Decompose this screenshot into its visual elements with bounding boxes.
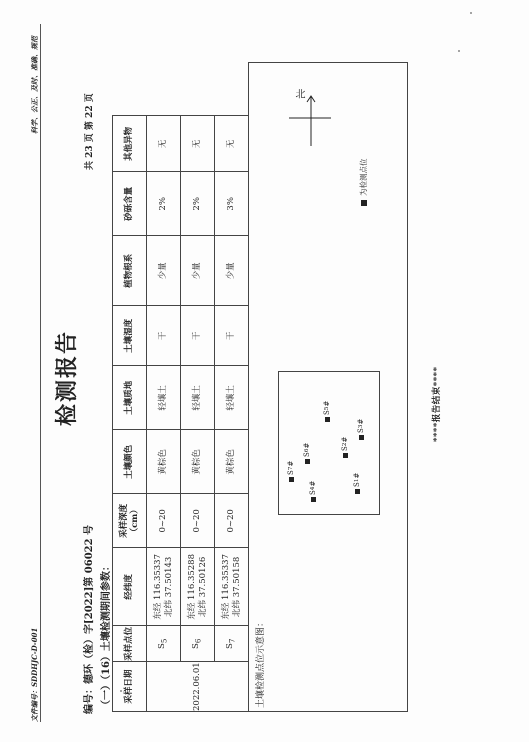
col-date: 采样日期	[113, 662, 147, 712]
soil-params-table	[112, 115, 249, 712]
col-depth: 采样深度 （cm）	[113, 494, 147, 548]
sample-point: S 2 #	[341, 437, 349, 458]
report-end: ****报告结束****	[432, 366, 442, 442]
point-marker-icon	[289, 477, 294, 482]
cell-date: 2022.06.01	[147, 662, 249, 712]
cell-moisture: 干	[215, 306, 249, 366]
cell-texture: 轻壤土	[181, 366, 215, 430]
north-arrow	[269, 86, 349, 156]
col-moisture: 土壤湿度	[113, 306, 147, 366]
cell-other: 无	[215, 116, 249, 172]
cell-roots: 少量	[215, 236, 249, 306]
col-gravel: 砂砾含量	[113, 172, 147, 236]
cell-texture: 轻壤土	[147, 366, 181, 430]
cell-coords: 东经 116.35337 北纬 37.50158	[215, 548, 249, 626]
site-boundary	[278, 371, 380, 515]
cell-roots: 少量	[147, 236, 181, 306]
cell-point: $S_6$	[181, 626, 215, 662]
cell-other: 无	[147, 116, 181, 172]
section-subtitle: （一）（16）土壤检测期间参数：	[101, 561, 112, 710]
point-marker-icon	[325, 417, 330, 422]
file-number: 文件编号：SDDHJC-D-001	[30, 627, 39, 722]
north-arrow-icon	[269, 86, 349, 156]
cell-depth: 0~20	[147, 494, 181, 548]
legend-text: 为检测点位	[359, 158, 368, 196]
table-row	[147, 116, 181, 712]
cell-gravel: 3%	[215, 172, 249, 236]
sample-point: S 3 #	[357, 419, 365, 440]
point-marker-icon	[343, 453, 348, 458]
point-marker-icon	[311, 497, 316, 502]
cell-color: 黄棕色	[147, 430, 181, 494]
sample-point: S 7 #	[287, 461, 295, 482]
point-marker-icon	[355, 489, 360, 494]
cell-color: 黄棕色	[181, 430, 215, 494]
cell-roots: 少量	[181, 236, 215, 306]
cell-color: 黄棕色	[215, 430, 249, 494]
col-coords: 经纬度	[113, 548, 147, 626]
map-label: 土壤检测点位示意图：	[256, 617, 266, 708]
table-row	[181, 116, 215, 712]
cell-texture: 轻壤土	[215, 366, 249, 430]
table-header-row	[113, 116, 147, 712]
sample-point: S 1 #	[353, 473, 361, 494]
cell-depth: 0~20	[215, 494, 249, 548]
point-marker-icon	[305, 459, 310, 464]
legend-marker-icon	[361, 200, 367, 206]
sample-point: S 5 #	[323, 401, 331, 422]
cell-coords: 东经 116.35337 北纬 37.50143	[147, 548, 181, 626]
map-legend	[358, 159, 369, 207]
header-slogan: 科学、公正、及时、准确、规范	[30, 36, 39, 134]
page-info: 共 23 页 第 22 页	[85, 93, 95, 170]
col-roots: 植物根系	[113, 236, 147, 306]
point-marker-icon	[359, 435, 364, 440]
col-texture: 土壤质地	[113, 366, 147, 430]
col-other: 其他异物	[113, 116, 147, 172]
cell-coords: 东经 116.35288 北纬 37.50126	[181, 548, 215, 626]
col-color: 土壤颜色	[113, 430, 147, 494]
cell-other: 无	[181, 116, 215, 172]
document-number: 编号：德环（检）字[2022]第 06022 号	[84, 524, 95, 714]
cell-moisture: 干	[147, 306, 181, 366]
cell-moisture: 干	[181, 306, 215, 366]
cell-gravel: 2%	[147, 172, 181, 236]
report-title: 检测报告	[54, 329, 80, 426]
cell-depth: 0~20	[181, 494, 215, 548]
cell-gravel: 2%	[181, 172, 215, 236]
cell-point: $S_5$	[147, 626, 181, 662]
cell-point: $S_7$	[215, 626, 249, 662]
sampling-map	[248, 62, 408, 712]
sample-point: S 6 #	[303, 443, 311, 464]
sample-point: S 4 #	[309, 481, 317, 502]
col-point: 采样点位	[113, 626, 147, 662]
north-label: 北	[295, 89, 306, 101]
header-divider	[40, 24, 41, 722]
table-row	[215, 116, 249, 712]
